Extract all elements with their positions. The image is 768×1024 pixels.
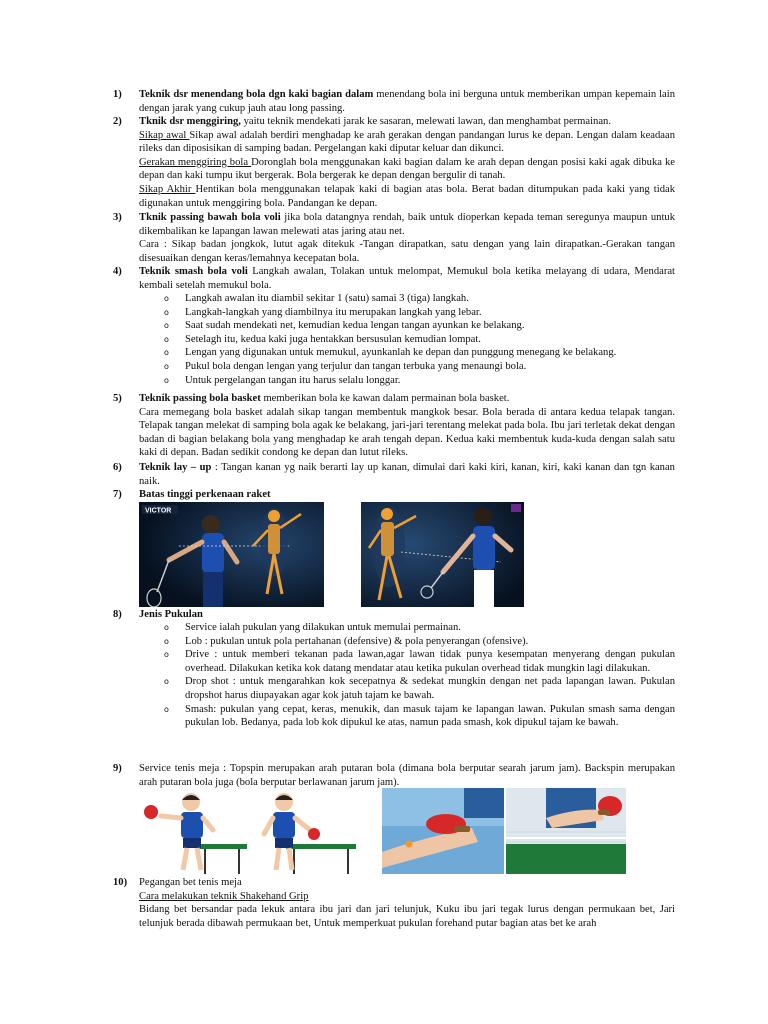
- victor-logo: VICTOR: [145, 507, 172, 515]
- item-text: menendang bola ini berguna untuk memberikan umpan kepemain lain dengan jarak yang cukup jauh atau long passing.: [139, 89, 675, 114]
- item-number: 2): [113, 116, 122, 127]
- item-10: [139, 876, 675, 930]
- item-number: 4): [113, 266, 122, 277]
- bullet-icon: o: [164, 704, 169, 714]
- item-6: [139, 461, 675, 488]
- item-title: Tknik passing bawah bola voli: [139, 212, 281, 223]
- part-label: Sikap awal: [139, 129, 190, 141]
- item-title: Tknik dsr menggiring,: [139, 116, 241, 127]
- bullet-icon: o: [164, 294, 169, 303]
- part-label: Sikap Akhir: [139, 183, 196, 195]
- table-tennis-player-image-2: [258, 790, 366, 874]
- table-tennis-serve-photo: [382, 788, 504, 874]
- bullet-icon: o: [164, 623, 169, 632]
- bullet-icon: o: [164, 375, 169, 385]
- table-tennis-grip-photo: [506, 788, 626, 874]
- item-number: 9): [113, 763, 122, 774]
- bullet-icon: o: [164, 677, 169, 687]
- list-item: o Drop shot : untuk mengarahkan kok secepatnya & sedekat mungkin dengan net pada lapangan lawan. Pukulan dropshot harus diupayakan agar kok jatuh tajam ke bawah.: [164, 676, 675, 701]
- item-title: Teknik passing bola basket: [139, 393, 261, 404]
- item-3: [139, 211, 675, 265]
- item-text: Service tenis meja : Topspin merupakan arah putaran bola (dimana bola berputar searah jarum jam). Backspin merupakan arah putaran bola juga (bola berputar berlawanan jarum jam).: [139, 763, 675, 788]
- item-title: Teknik lay – up: [139, 462, 212, 473]
- list-item: o Langkah awalan itu diambil sekitar 1 (satu) samai 3 (tiga) langkah.: [164, 293, 469, 304]
- item-extra: Cara memegang bola basket adalah sikap tangan membentuk mangkok besar. Bola berada di antara kedua telapak tangan. Telapak tangan melekat di samping bola agak ke belakang, jari-jari terentang melekat pada bola. Ibu jari terletak dekat dengan badan di bagian belakang bola yang menghadap ke arah tengah depan. Kedua kaki membentuk kuda-kuda dengan salah satu kaki di depan. Badan sedikit condong ke depan dan lutut rileks.: [139, 406, 675, 459]
- list-item: o Untuk pergelangan tangan itu harus selalu longgar.: [164, 374, 401, 386]
- list-item: o Lob : pukulan untuk pola pertahanan (defensive) & pola penyerangan (ofensive).: [164, 635, 529, 647]
- item-number: 7): [113, 489, 122, 500]
- part-label: Gerakan menggiring bola: [139, 156, 252, 168]
- part-text: Sikap awal adalah berdiri menghadap ke arah gerakan dengan pandangan lurus ke depan. Lengan dalam keadaan rileks dan diposisikan di samping badan. Pergelangan kaki diputar keluar dan dikunci.: [139, 129, 675, 155]
- item-7: [139, 488, 675, 502]
- item-text: memberikan bola ke kawan dalam permainan bola basket.: [260, 393, 510, 404]
- bullet-icon: o: [164, 348, 169, 358]
- list-item: o Saat sudah mendekati net, kemudian kedua lengan tangan ayunkan ke belakang.: [164, 320, 525, 332]
- bullet-icon: o: [164, 334, 169, 344]
- item-2: [139, 115, 675, 210]
- item-text: Pegangan bet tenis meja: [139, 877, 242, 888]
- bullet-icon: o: [164, 636, 169, 646]
- list-item: o Setelagh itu, kedua kaki juga hentakkan bersusulan kemudian lompat.: [164, 333, 481, 345]
- item-4: [139, 265, 675, 292]
- list-item: o Service ialah pukulan yang dilakukan untuk memulai permainan.: [164, 622, 461, 633]
- item-extra: Cara : Sikap badan jongkok, lutut agak ditekuk -Tangan dirapatkan, satu dengan yang lain dirapatkan.-Gerakan tangan disesuaikan dengan keras/lemahnya kecepatan bola.: [139, 239, 675, 264]
- item-number: 8): [113, 609, 122, 620]
- item-text: Langkah awalan, Tolakan untuk melompat, Memukul bola ketika melayang di udara, Mendarat kembali setelah memukul bola.: [139, 266, 675, 291]
- item-text: yaitu teknik mendekati jarak ke sasaran, melewati lawan, dan menghambat permainan.: [240, 116, 612, 127]
- item-extra: Bidang bet bersandar pada lekuk antara ibu jari dan jari telunjuk, Kuku ibu jari tegak lurus dengan permukaan bet, Jari telunjuk berada dibawah permukaan bet, Untuk memperkuat pukulan forehand putar bagian atas bet ke arah: [139, 904, 675, 929]
- item-number: 5): [113, 393, 122, 404]
- list-item: o Smash: pukulan yang cepat, keras, menukik, dan masuk tajam ke lapangan lawan. Pukulan smash sama dengan pukulan lob. Bedanya, pada lob kok dipukul ke atas, namun pada smash, kok dipukul tajam ke bawah.: [164, 703, 675, 729]
- item-text: jika bola datangnya rendah, baik untuk dioperkan kepada teman seregunya maupun untuk dikembalikan ke lapangan lawan melewati atas jaring atau net.: [139, 212, 675, 237]
- item-number: 10): [113, 877, 128, 888]
- list-item: o Pukul bola dengan lengan yang terjulur dan tangan terbuka yang menaungi bola.: [164, 360, 527, 372]
- list-item: o Langkah-langkah yang diambilnya itu merupakan langkah yang lebar.: [164, 306, 482, 318]
- part-text: Doronglah bola menggunakan kaki bagian dalam ke arah depan dengan posisi kaki agak dibuka ke depan dan kaki tumpu ikut bergerak. Bola bergerak ke depan dengan bergulir di tanah.: [139, 156, 675, 182]
- bullet-list: [164, 621, 675, 730]
- item-subtitle: Cara melakukan teknik Shakehand Grip: [139, 890, 309, 902]
- item-9: [139, 762, 675, 789]
- item-title: Teknik dsr menendang bola dgn kaki bagian dalam: [139, 89, 374, 100]
- item-number: 6): [113, 462, 122, 473]
- item-number: 3): [113, 212, 122, 223]
- bullet-icon: o: [164, 650, 169, 660]
- part-text: Hentikan bola menggunakan telapak kaki di bagian atas bola. Berat badan ditumpukan pada kaki yang tidak digunakan untuk menggiring bola. Pandangan ke depan.: [139, 183, 675, 209]
- badminton-skeleton-image-right: [361, 502, 524, 607]
- list-item: o Drive : untuk memberi tekanan pada lawan,agar lawan tidak punya kesempatan menyerang dengan pukulan overhead. Dilakukan ketika kok datang mendatar atau ketika pukulan overhead tidak mungkin lagi dilakukan.: [164, 649, 675, 674]
- item-title: Batas tinggi perkenaan raket: [139, 489, 271, 500]
- item-text: : Tangan kanan yg naik berarti lay up kanan, dimulai dari kaki kiri, kanan, kiri, kaki kanan dan tgn kanan naik.: [139, 462, 675, 487]
- badminton-skeleton-image-left: [139, 502, 324, 607]
- item-title: Teknik smash bola voli: [139, 266, 248, 277]
- bullet-icon: o: [164, 307, 169, 317]
- list-item: o Lengan yang digunakan untuk memukul, ayunkanlah ke depan dan punggung menegang ke belakang.: [164, 347, 617, 359]
- item-5: [139, 392, 675, 460]
- item-number: 1): [113, 89, 122, 100]
- bullet-icon: o: [164, 361, 169, 371]
- bullet-list: [164, 292, 675, 387]
- bullet-icon: o: [164, 321, 169, 331]
- item-title: Jenis Pukulan: [139, 609, 203, 620]
- item-8: [139, 608, 675, 622]
- table-tennis-player-image-1: [139, 790, 247, 874]
- item-1: [139, 88, 675, 115]
